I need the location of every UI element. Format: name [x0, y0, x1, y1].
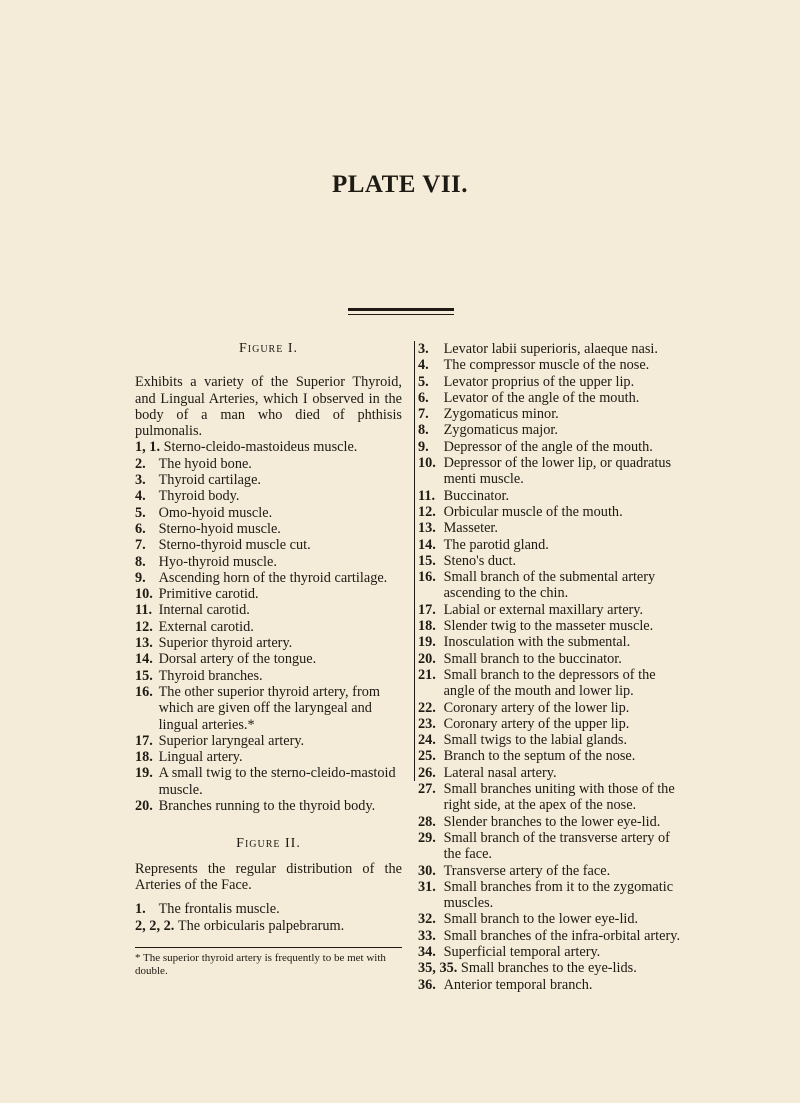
legend-text: Depressor of the lower lip, or quadratus menti muscle.: [443, 455, 672, 488]
legend-item: [418, 422, 688, 438]
legend-number: 13.: [418, 520, 436, 537]
legend-item: [135, 918, 402, 934]
legend-item: [418, 488, 688, 504]
legend-text: Levator proprius of the upper lip.: [443, 373, 635, 390]
legend-item: [418, 732, 688, 748]
plate-title: PLATE VII.: [331, 171, 469, 198]
legend-number: 4.: [135, 488, 146, 505]
legend-text: Hyo-thyroid muscle.: [158, 553, 277, 570]
legend-item: [418, 341, 688, 357]
legend-number: 16.: [135, 683, 153, 700]
legend-number: 15.: [135, 667, 153, 684]
legend-text: Levator labii superioris, alaeque nasi.: [443, 341, 658, 357]
legend-item: [135, 798, 402, 814]
legend-number: 18.: [135, 749, 153, 766]
legend-item: [418, 977, 688, 993]
legend-text: The parotid gland.: [443, 536, 549, 553]
right-column: [414, 341, 688, 993]
legend-text: Masseter.: [443, 520, 498, 537]
legend-number: 17.: [418, 601, 436, 618]
legend-item: [135, 668, 402, 684]
legend-number: 10.: [418, 455, 436, 472]
legend-text: Sterno-cleido-mastoideus muscle.: [163, 439, 358, 456]
legend-number: 12.: [418, 503, 436, 520]
legend-item: [135, 554, 402, 570]
legend-number: 23.: [418, 715, 436, 732]
legend-text: Coronary artery of the lower lip.: [443, 699, 630, 716]
legend-text: Small branches of the infra-orbital artery.: [443, 927, 681, 944]
legend-text: Orbicular muscle of the mouth.: [443, 503, 623, 520]
legend-item: [418, 765, 688, 781]
legend-number: 29.: [418, 829, 436, 846]
legend-number: 2, 2, 2.: [135, 917, 175, 934]
legend-item: [418, 602, 688, 618]
legend-item: [418, 911, 688, 927]
legend-item: [418, 439, 688, 455]
legend-text: Small branch to the depressors of the angle of the mouth and lower lip.: [443, 666, 656, 700]
legend-text: The hyoid bone.: [158, 455, 252, 472]
legend-item: [135, 602, 402, 618]
legend-number: 11.: [135, 602, 153, 619]
legend-number: 5.: [135, 504, 146, 521]
legend-number: 30.: [418, 862, 436, 879]
legend-number: 28.: [418, 813, 436, 830]
legend-item: [418, 863, 688, 879]
legend-item: [418, 569, 688, 602]
legend-number: 8.: [135, 553, 146, 570]
legend-text: Depressor of the angle of the mouth.: [443, 438, 653, 455]
legend-text: Branches running to the thyroid body.: [158, 798, 376, 815]
legend-text: Branch to the septum of the nose.: [443, 748, 636, 765]
legend-number: 11.: [418, 487, 436, 504]
legend-text: Zygomaticus minor.: [443, 406, 559, 423]
figure-2-heading: Figure II.: [236, 836, 301, 852]
legend-number: 24.: [418, 732, 436, 749]
legend-text: Superficial temporal artery.: [443, 943, 601, 960]
legend-text: Thyroid branches.: [158, 667, 263, 684]
legend-item: [135, 456, 402, 472]
legend-text: Small branch of the submental artery ascending to the chin.: [443, 569, 656, 602]
legend-text: Slender twig to the masseter muscle.: [443, 618, 654, 635]
legend-item: [135, 619, 402, 635]
legend-text: Steno's duct.: [443, 552, 517, 569]
legend-text: Lingual artery.: [158, 749, 243, 766]
legend-number: 6.: [135, 520, 146, 537]
legend-item: [135, 505, 402, 521]
legend-number: 9.: [135, 569, 146, 586]
legend-number: 2.: [135, 455, 146, 472]
legend-number: 34.: [418, 943, 436, 960]
legend-text: A small twig to the sterno-cleido-mastoid muscle.: [158, 765, 396, 798]
legend-text: Transverse artery of the face.: [443, 862, 611, 879]
legend-item: [135, 488, 402, 504]
left-column: [135, 341, 402, 978]
legend-text: Dorsal artery of the tongue.: [158, 651, 317, 668]
legend-item: [418, 520, 688, 536]
legend-item: [418, 879, 688, 912]
legend-text: Thyroid body.: [158, 488, 240, 505]
legend-item: [418, 944, 688, 960]
title-rule-thick: [348, 308, 454, 311]
legend-item: [135, 635, 402, 651]
legend-text: Ascending horn of the thyroid cartilage.: [158, 569, 388, 586]
legend-item: [135, 684, 402, 733]
legend-text: Superior laryngeal artery.: [158, 732, 305, 749]
legend-number: 3.: [418, 341, 429, 357]
legend-number: 33.: [418, 927, 436, 944]
legend-item: [418, 455, 688, 488]
legend-item: [418, 716, 688, 732]
legend-text: Levator of the angle of the mouth.: [443, 389, 640, 406]
legend-number: 16.: [418, 569, 436, 586]
legend-item: [418, 406, 688, 422]
legend-number: 1.: [135, 901, 146, 918]
legend-item: [135, 570, 402, 586]
legend-number: 22.: [418, 699, 436, 716]
legend-item: [135, 749, 402, 765]
legend-number: 14.: [135, 651, 153, 668]
legend-item: [418, 390, 688, 406]
legend-text: External carotid.: [158, 618, 254, 635]
legend-text: Small branch to the lower eye-lid.: [443, 911, 639, 928]
legend-number: 4.: [418, 357, 429, 374]
legend-text: Primitive carotid.: [158, 586, 259, 603]
legend-item: [418, 537, 688, 553]
figure-2-legend-continued: [418, 341, 688, 993]
legend-text: The other superior thyroid artery, from which are given off the laryngeal and lingual arteries.*: [158, 683, 380, 733]
legend-number: 10.: [135, 586, 153, 603]
legend-item: [418, 553, 688, 569]
legend-number: 20.: [135, 798, 153, 815]
legend-number: 31.: [418, 878, 436, 895]
legend-text: Superior thyroid artery.: [158, 635, 293, 652]
legend-item: [418, 700, 688, 716]
legend-text: Lateral nasal artery.: [443, 764, 557, 781]
legend-text: Thyroid cartilage.: [158, 472, 261, 489]
legend-item: [135, 521, 402, 537]
legend-number: 3.: [135, 472, 146, 489]
legend-text: Small branch to the buccinator.: [443, 650, 622, 667]
legend-number: 19.: [418, 634, 436, 651]
legend-item: [418, 618, 688, 634]
legend-item: [135, 537, 402, 553]
legend-number: 20.: [418, 650, 436, 667]
legend-text: Sterno-hyoid muscle.: [158, 520, 281, 537]
legend-item: [135, 439, 402, 455]
legend-text: Sterno-thyroid muscle cut.: [158, 537, 311, 554]
legend-number: 25.: [418, 748, 436, 765]
legend-text: Internal carotid.: [158, 602, 250, 619]
figure-2-legend-list: [135, 901, 402, 934]
legend-text: Slender branches to the lower eye-lid.: [443, 813, 661, 830]
legend-number: 18.: [418, 618, 436, 635]
title-rule-thin: [348, 314, 454, 315]
legend-number: 1, 1.: [135, 439, 161, 456]
legend-text: Coronary artery of the upper lip.: [443, 715, 630, 732]
legend-item: [418, 374, 688, 390]
legend-number: 32.: [418, 911, 436, 928]
legend-item: [418, 748, 688, 764]
legend-number: 12.: [135, 618, 153, 635]
legend-number: 5.: [418, 373, 429, 390]
legend-number: 26.: [418, 764, 436, 781]
legend-number: 14.: [418, 536, 436, 553]
legend-number: 9.: [418, 438, 429, 455]
legend-item: [418, 504, 688, 520]
figure-1-intro: Exhibits a variety of the Superior Thyroid, and Lingual Arteries, which I observed in the body of a man who died of phthisis pulmonalis.: [135, 374, 402, 440]
legend-number: 19.: [135, 765, 153, 782]
legend-item: [135, 901, 402, 917]
legend-text: Small branch of the transverse artery of the face.: [443, 829, 670, 863]
legend-item: [418, 357, 688, 373]
figure-1-legend-list: [135, 439, 402, 814]
legend-number: 35, 35.: [418, 960, 458, 977]
legend-item: [418, 651, 688, 667]
legend-text: Labial or external maxillary artery.: [443, 601, 644, 618]
legend-item: [418, 830, 688, 863]
footnote: * The superior thyroid artery is frequently to be met with double.: [135, 951, 386, 977]
legend-text: Zygomaticus major.: [443, 422, 558, 439]
legend-number: 27.: [418, 781, 436, 798]
figure-1-heading: Figure I.: [239, 341, 298, 356]
legend-text: The frontalis muscle.: [158, 901, 280, 918]
legend-number: 8.: [418, 422, 429, 439]
legend-number: 7.: [135, 537, 146, 554]
legend-number: 13.: [135, 635, 153, 652]
legend-item: [418, 667, 688, 700]
legend-number: 17.: [135, 732, 153, 749]
legend-text: Small branches from it to the zygomatic muscles.: [443, 878, 674, 912]
legend-text: Small branches to the eye-lids.: [460, 960, 637, 977]
legend-item: [418, 960, 688, 976]
legend-text: The orbicularis palpebrarum.: [177, 917, 345, 934]
legend-number: 15.: [418, 552, 436, 569]
legend-item: [418, 814, 688, 830]
legend-text: Anterior temporal branch.: [443, 976, 593, 993]
legend-text: Omo-hyoid muscle.: [158, 504, 273, 521]
legend-item: [135, 651, 402, 667]
figure-2-intro: Represents the regular distribution of the Arteries of the Face.: [135, 860, 402, 893]
legend-text: Small twigs to the labial glands.: [443, 732, 628, 749]
legend-number: 36.: [418, 976, 436, 993]
footnote-divider: [135, 947, 402, 948]
legend-item: [135, 586, 402, 602]
legend-item: [135, 472, 402, 488]
legend-item: [418, 781, 688, 814]
legend-item: [135, 733, 402, 749]
legend-number: 6.: [418, 389, 429, 406]
legend-number: 21.: [418, 666, 436, 683]
legend-text: Small branches uniting with those of the right side, at the apex of the nose.: [443, 781, 675, 814]
legend-number: 7.: [418, 406, 429, 423]
legend-text: Inosculation with the submental.: [443, 634, 631, 651]
legend-text: Buccinator.: [443, 487, 510, 504]
legend-item: [135, 765, 402, 798]
legend-text: The compressor muscle of the nose.: [443, 357, 650, 374]
legend-item: [418, 634, 688, 650]
legend-item: [418, 928, 688, 944]
